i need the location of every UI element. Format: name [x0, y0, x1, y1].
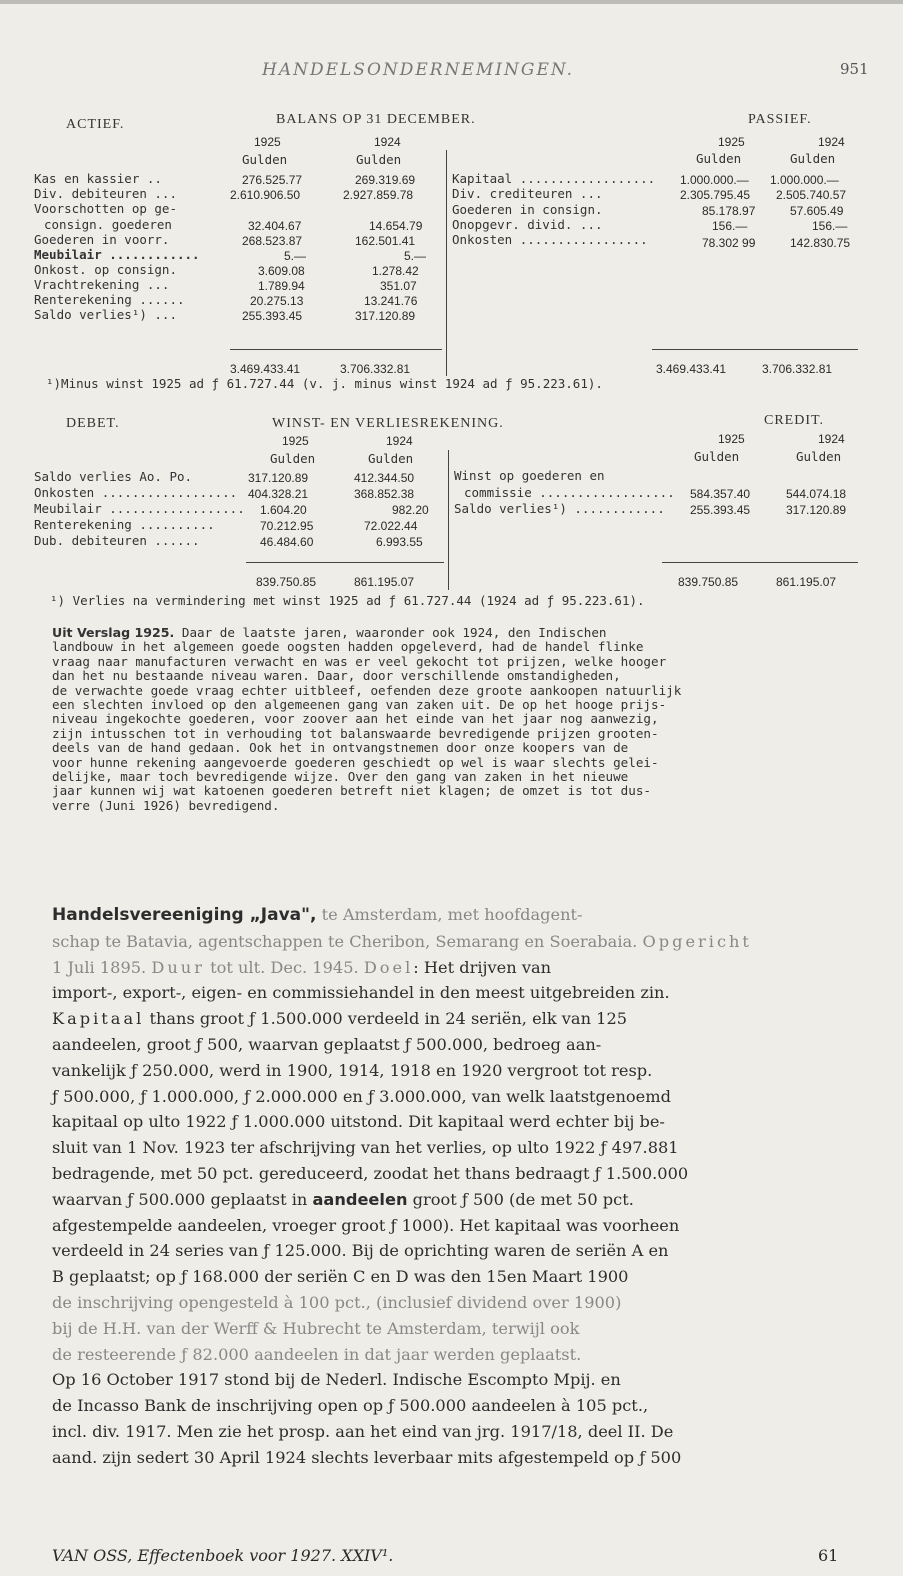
table-row: Saldo verlies Ao. Po.: [34, 469, 193, 484]
cell-value: 412.344.50: [354, 471, 415, 485]
entry-line: Handelsvereeniging „Java", te Amsterdam, met hoofdagent-: [52, 905, 583, 925]
passief-label: PASSIEF.: [748, 112, 812, 127]
unit-header: Gulden: [368, 451, 414, 466]
total-rule: [246, 562, 444, 563]
entry-line: B geplaatst; op ƒ 168.000 der seriën C en D was den 15en Maart 1900: [52, 1267, 629, 1287]
report-line: een slechten invloed op den algemeenen gang van zaken uit. De op het hooge prijs-: [52, 697, 667, 713]
column-divider: [448, 450, 449, 590]
entry-line: incl. div. 1917. Men zie het prosp. aan het eind van jrg. 1917/18, deel II. De: [52, 1421, 674, 1441]
year-header: 1925: [718, 135, 745, 149]
report-line: vraag naar manufacturen verwacht en was er veel gekocht tot prijzen, welke hooger: [52, 653, 667, 669]
year-header: 1924: [374, 135, 401, 149]
total-rule: [662, 562, 858, 563]
entry-line: de inschrijving opengesteld à 100 pct., (inclusief dividend over 1900): [52, 1292, 622, 1312]
total-value: 3.469.433.41: [230, 362, 301, 376]
report-line: de verwachte goede vraag echter uitbleef, oefenden deze groote aankoopen natuurlijk: [52, 682, 682, 698]
year-header: 1925: [718, 432, 745, 446]
cell-value: 544.074.18: [786, 487, 847, 501]
cell-value: 1.000.000.—: [770, 173, 839, 187]
total-value: 861.195.07: [776, 575, 837, 589]
entry-line: Kapitaal thans groot ƒ 1.500.000 verdeeld in 24 seriën, elk van 125: [52, 1009, 628, 1029]
cell-value: 317.120.89: [786, 503, 847, 517]
year-header: 1924: [818, 135, 845, 149]
report-line: voor hunne rekening aangevoerde goederen geschiedt op wel is waar slechts gelei-: [52, 754, 659, 770]
cell-value: 5.—: [404, 249, 427, 263]
cell-value: 351.07: [380, 279, 417, 293]
entry-line: waarvan ƒ 500.000 geplaatst in aandeelen groot ƒ 500 (de met 50 pct.: [52, 1189, 634, 1209]
cell-value: 255.393.45: [690, 503, 751, 517]
cell-value: 317.120.89: [355, 309, 416, 323]
report-line: dan het nu bestaande niveau waren. Daar, door verschillende omstandigheden,: [52, 668, 621, 684]
table-row: commissie ..................: [464, 485, 675, 500]
cell-value: 20.275.13: [250, 294, 304, 308]
cell-value: 57.605.49: [790, 204, 844, 218]
cell-value: 5.—: [284, 249, 307, 263]
cell-value: 156.—: [712, 219, 748, 233]
table-row: Dub. debiteuren ......: [34, 533, 200, 548]
table-row: Onopgevr. divid. ...: [452, 217, 603, 232]
cell-value: 268.523.87: [242, 234, 303, 248]
table-row: Saldo verlies¹) ...: [34, 307, 177, 322]
year-header: 1924: [386, 434, 413, 448]
report-line: verre (Juni 1926) bevredigend.: [52, 797, 280, 813]
table-row: Goederen in consign.: [452, 202, 603, 217]
cell-value: 2.610.906.50: [230, 188, 301, 202]
table-row: Div. crediteuren ...: [452, 186, 603, 201]
entry-line: verdeeld in 24 series van ƒ 125.000. Bij de oprichting waren de seriën A en: [52, 1241, 669, 1261]
cell-value: 14.654.79: [369, 219, 423, 233]
table-row: Winst op goederen en: [454, 468, 605, 483]
table-row: Onkost. op consign.: [34, 262, 177, 277]
cell-value: 32.404.67: [248, 219, 302, 233]
unit-header: Gulden: [694, 449, 740, 464]
cell-value: 72.022.44: [364, 519, 418, 533]
entry-line: aandeelen, groot ƒ 500, waarvan geplaatst ƒ 500.000, bedroeg aan-: [52, 1034, 602, 1054]
table-row: Voorschotten op ge-: [34, 201, 177, 216]
entry-line: vankelijk ƒ 250.000, werd in 1900, 1914, 1918 en 1920 vergroot tot resp.: [52, 1060, 653, 1080]
total-rule: [230, 349, 442, 350]
cell-value: 2.505.740.57: [776, 188, 847, 202]
year-header: 1925: [282, 434, 309, 448]
cell-value: 1.789.94: [258, 279, 305, 293]
entry-line: de Incasso Bank de inschrijving open op ƒ 500.000 aandeelen à 105 pct.,: [52, 1396, 649, 1416]
cell-value: 78.302 99: [702, 236, 756, 250]
entry-line: kapitaal op ulto 1922 ƒ 1.000.000 uitstond. Dit kapitaal werd echter bij be-: [52, 1112, 665, 1132]
entry-line: de resteerende ƒ 82.000 aandeelen in dat jaar werden geplaatst.: [52, 1344, 582, 1364]
unit-header: Gulden: [696, 151, 742, 166]
top-border: [0, 0, 903, 4]
actief-label: ACTIEF.: [66, 117, 125, 132]
credit-label: CREDIT.: [764, 413, 825, 428]
total-value: 861.195.07: [354, 575, 415, 589]
unit-header: Gulden: [796, 449, 842, 464]
unit-header: Gulden: [270, 451, 316, 466]
cell-value: 85.178.97: [702, 204, 756, 218]
report-line: delijke, maar toch bevredigende wijze. Over den gang van zaken in het nieuwe: [52, 769, 629, 785]
table-row: Goederen in voorr.: [34, 232, 170, 247]
report-line: niveau ingekochte goederen, voor zoover aan het einde van het jaar nog aanwezig,: [52, 711, 659, 727]
total-value: 839.750.85: [256, 575, 317, 589]
cell-value: 368.852.38: [354, 487, 415, 501]
table-row: Onkosten ..................: [34, 485, 238, 500]
cell-value: 317.120.89: [248, 471, 309, 485]
table-row: Vrachtrekening ...: [34, 277, 170, 292]
cell-value: 6.993.55: [376, 535, 423, 549]
unit-header: Gulden: [356, 152, 402, 167]
table-row: Onkosten .................: [452, 232, 648, 247]
report-line: zijn intusschen tot in verhouding tot balanswaarde bevredigende prijzen grooten-: [52, 725, 659, 741]
cell-value: 162.501.41: [355, 234, 416, 248]
entry-line: ƒ 500.000, ƒ 1.000.000, ƒ 2.000.000 en ƒ 3.000.000, van welk laatstgenoemd: [52, 1086, 671, 1106]
report-line: jaar kunnen wij wat katoenen goederen betreft niet klagen; de omzet is tot dus-: [52, 783, 651, 799]
cell-value: 3.609.08: [258, 264, 305, 278]
cell-value: 13.241.76: [364, 294, 418, 308]
page-number: 951: [840, 60, 869, 78]
cell-value: 255.393.45: [242, 309, 303, 323]
cell-value: 1.000.000.—: [680, 173, 749, 187]
entry-line: Op 16 October 1917 stond bij de Nederl. Indische Escompto Mpij. en: [52, 1370, 621, 1390]
report-line: landbouw in het algemeen goede oogsten hadden opgeleverd, had de handel flinke: [52, 639, 644, 655]
balance-title: BALANS OP 31 DECEMBER.: [276, 112, 476, 127]
cell-value: 2.305.795.45: [680, 188, 751, 202]
report-line: Uit Verslag 1925. Daar de laatste jaren, waaronder ook 1924, den Indischen: [52, 625, 607, 640]
entry-line: bij de H.H. van der Werff & Hubrecht te Amsterdam, terwijl ook: [52, 1318, 580, 1338]
cell-value: 1.278.42: [372, 264, 419, 278]
report-heading: Uit Verslag 1925.: [52, 625, 175, 640]
cell-value: 156.—: [812, 219, 848, 233]
total-value: 839.750.85: [678, 575, 739, 589]
cell-value: 276.525.77: [242, 173, 303, 187]
footer-page-number: 61: [818, 1546, 839, 1565]
table-row: Renterekening ..........: [34, 517, 215, 532]
table-row: consign. goederen: [44, 217, 172, 232]
company-entry: [52, 902, 872, 1471]
cell-value: 269.319.69: [355, 173, 416, 187]
company-name: Handelsvereeniging „Java",: [52, 905, 317, 925]
report-line: deels van de hand gedaan. Ook het in ontvangstnemen door onze koopers van de: [52, 740, 629, 756]
unit-header: Gulden: [790, 151, 836, 166]
footer-source: VAN OSS, Effectenboek voor 1927. XXIV¹.: [52, 1546, 394, 1565]
running-title: HANDELSONDERNEMINGEN.: [262, 60, 575, 80]
entry-line: 1 Juli 1895. Duur tot ult. Dec. 1945. Doel: Het drijven van: [52, 957, 552, 977]
pl-footnote: ¹) Verlies na vermindering met winst 1925 ad ƒ 61.727.44 (1924 ad ƒ 95.223.61).: [50, 593, 645, 608]
table-row: Saldo verlies¹) ............: [454, 501, 665, 516]
cell-value: 404.328.21: [248, 487, 309, 501]
cell-value: 46.484.60: [260, 535, 314, 549]
year-header: 1924: [818, 432, 845, 446]
total-value: 3.706.332.81: [340, 362, 411, 376]
table-row: Div. debiteuren ...: [34, 186, 177, 201]
table-row: Renterekening ......: [34, 292, 185, 307]
entry-line: afgestempelde aandeelen, vroeger groot ƒ 1000). Het kapitaal was voorheen: [52, 1215, 680, 1235]
balance-footnote: ¹)Minus winst 1925 ad ƒ 61.727.44 (v. j. minus winst 1924 ad ƒ 95.223.61).: [46, 376, 603, 391]
debet-label: DEBET.: [66, 416, 120, 431]
entry-line: sluit van 1 Nov. 1923 ter afschrijving van het verlies, op ulto 1922 ƒ 497.881: [52, 1138, 679, 1158]
report-paragraph: [52, 626, 872, 813]
table-row: Meubilair ............: [34, 247, 200, 262]
table-row: Meubilair ..................: [34, 501, 245, 516]
entry-line: bedragende, met 50 pct. gereduceerd, zoodat het thans bedraagt ƒ 1.500.000: [52, 1163, 689, 1183]
pl-title: WINST- EN VERLIESREKENING.: [272, 416, 504, 431]
cell-value: 70.212.95: [260, 519, 314, 533]
cell-value: 2.927.859.78: [343, 188, 414, 202]
total-value: 3.706.332.81: [762, 362, 833, 376]
cell-value: 982.20: [392, 503, 429, 517]
column-divider: [446, 150, 447, 376]
cell-value: 584.357.40: [690, 487, 751, 501]
cell-value: 142.830.75: [790, 236, 851, 250]
total-value: 3.469.433.41: [656, 362, 727, 376]
cell-value: 1.604.20: [260, 503, 307, 517]
total-rule: [652, 349, 858, 350]
year-header: 1925: [254, 135, 281, 149]
table-row: Kapitaal ..................: [452, 171, 656, 186]
entry-line: import-, export-, eigen- en commissiehandel in den meest uitgebreiden zin.: [52, 983, 670, 1003]
table-row: Kas en kassier ..: [34, 171, 162, 186]
entry-line: aand. zijn sedert 30 April 1924 slechts leverbaar mits afgestempeld op ƒ 500: [52, 1447, 682, 1467]
entry-line: schap te Batavia, agentschappen te Cheribon, Semarang en Soerabaia. Opgericht: [52, 931, 752, 951]
unit-header: Gulden: [242, 152, 288, 167]
